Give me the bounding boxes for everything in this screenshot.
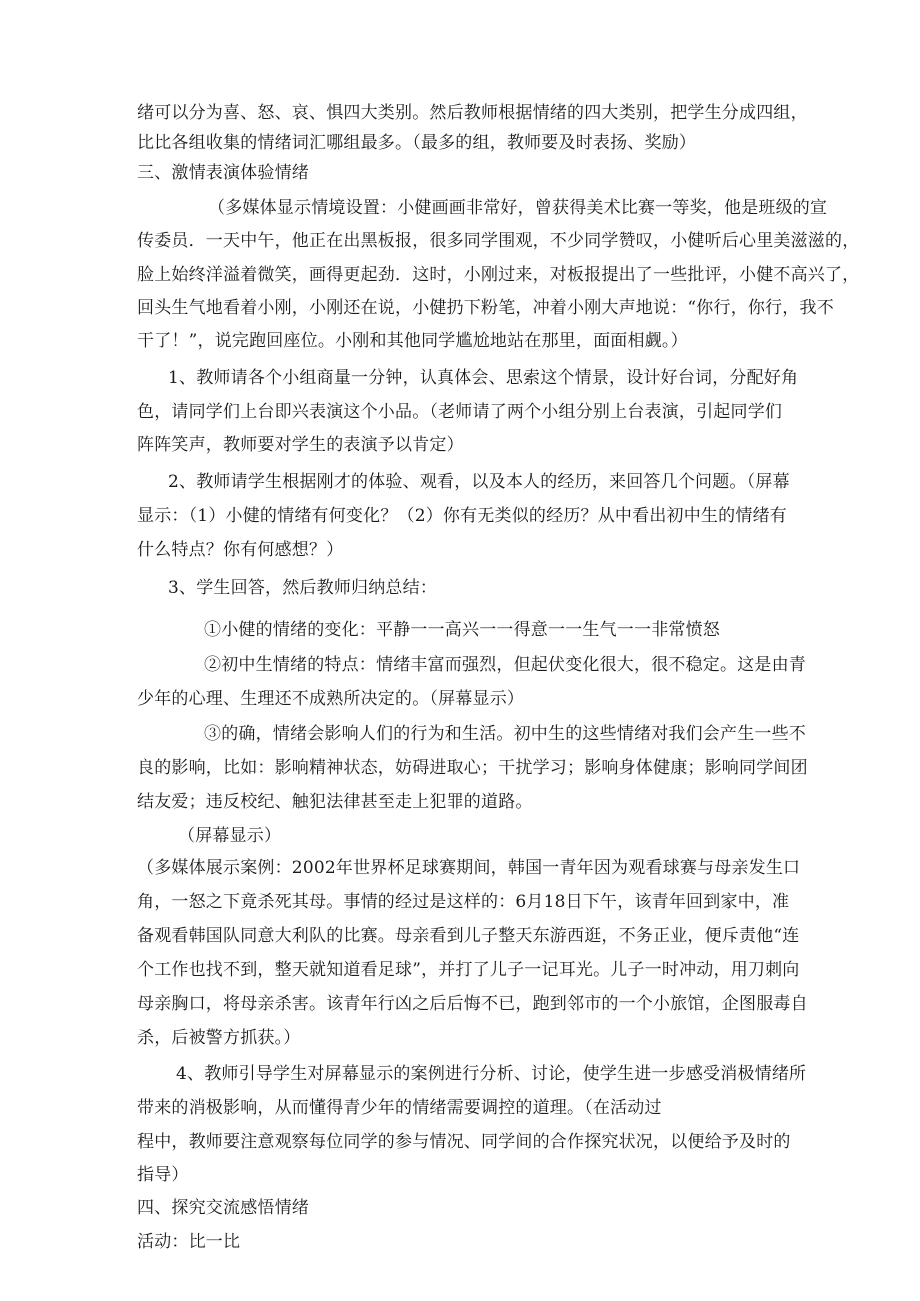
- text-line: 2、教师请学生根据刚才的体验、观看，以及本人的经历，来回答几个问题。（屏幕: [168, 472, 790, 492]
- text-line: 角，一怒之下竟杀死其母。事情的经过是这样的：6月18日下午，该青年回到家中，准: [137, 892, 790, 912]
- text-line: 杀，后被警方抓获。）: [137, 1028, 301, 1048]
- text-line: 阵阵笑声，教师要对学生的表演予以肯定）: [137, 435, 464, 455]
- section-heading: 三、激情表演体验情绪: [137, 163, 309, 183]
- text-line: 个工作也找不到，整天就知道看足球”，并打了儿子一记耳光。儿子一时冲动，用刀刺向: [137, 960, 800, 980]
- text-line: 比比各组收集的情绪词汇哪组最多。（最多的组，教师要及时表扬、奖励）: [137, 133, 697, 153]
- text-line: ②初中生情绪的特点：情绪丰富而强烈，但起伏变化很大，很不稳定。这是由青: [204, 655, 806, 675]
- text-line: 色，请同学们上台即兴表演这个小品。（老师请了两个小组分别上台表演，引起同学们: [137, 402, 783, 422]
- text-line: ①小健的情绪的变化：平静一一高兴一一得意一一生气一一非常愤怒: [204, 620, 720, 640]
- text-line: 回头生气地看着小刚，小刚还在说，小健扔下粉笔，冲着小刚大声地说：“你行，你行，我不: [137, 298, 834, 318]
- text-line: 干了！”，说完跑回座位。小刚和其他同学尴尬地站在那里，面面相觑。）: [137, 331, 688, 351]
- text-line: ③的确，情绪会影响人们的行为和生活。初中生的这些情绪对我们会产生一些不: [204, 724, 806, 744]
- text-line: 指导）: [137, 1165, 189, 1185]
- text-line: （多媒体显示情境设置：小健画画非常好，曾获得美术比赛一等奖，他是班级的宣: [208, 198, 828, 218]
- text-line: 带来的消极影响，从而懂得青少年的情绪需要调控的道理。（在活动过: [137, 1098, 662, 1118]
- text-line: 活动：比一比: [137, 1232, 241, 1252]
- text-line: 母亲胸口，将母亲杀害。该青年行凶之后后悔不已，跑到邻市的一个小旅馆，企图服毒自: [137, 994, 808, 1014]
- text-line: 程中，教师要注意观察每位同学的参与情况、同学间的合作探究状况，以便给予及时的: [137, 1132, 791, 1152]
- text-line: 传委员．一天中午，他正在出黑板报，很多同学围观，不少同学赞叹，小健听后心里美滋滋的，: [137, 231, 860, 251]
- text-line: 显示：（1）小健的情绪有何变化？（2）你有无类似的经历？从中看出初中生的情绪有: [137, 506, 787, 526]
- text-line: 绪可以分为喜、怒、哀、惧四大类别。然后教师根据情绪的四大类别，把学生分成四组，: [137, 103, 808, 123]
- text-line: （屏幕显示）: [178, 826, 282, 846]
- section-heading: 四、探究交流感悟情绪: [137, 1198, 309, 1218]
- text-line: 什么特点？你有何感想？）: [137, 540, 344, 560]
- text-line: 3、学生回答，然后教师归纳总结：: [168, 578, 438, 598]
- text-line: 良的影响，比如：影响精神状态，妨碍进取心；干扰学习；影响身体健康；影响同学间团: [137, 758, 808, 778]
- text-line: 4、教师引导学生对屏幕显示的案例进行分析、讨论，使学生进一步感受消极情绪所: [176, 1064, 807, 1084]
- text-line: 结友爱；违反校纪、触犯法律甚至走上犯罪的道路。: [137, 792, 533, 812]
- text-line: 脸上始终洋溢着微笑，画得更起劲．这时，小刚过来，对板报提出了一些批评，小健不高兴了，: [137, 265, 860, 285]
- text-line: （多媒体展示案例：2002年世界杯足球赛期间，韩国一青年因为观看球赛与母亲发生口: [137, 858, 801, 878]
- text-line: 少年的心理、生理还不成熟所决定的。（屏幕显示）: [137, 689, 525, 709]
- text-line: 备观看韩国队同意大利队的比赛。母亲看到儿子整天东游西逛，不务正业，便斥责他“连: [137, 926, 800, 946]
- text-line: 1、教师请各个小组商量一分钟，认真体会、思索这个情景，设计好台词，分配好角: [168, 368, 799, 388]
